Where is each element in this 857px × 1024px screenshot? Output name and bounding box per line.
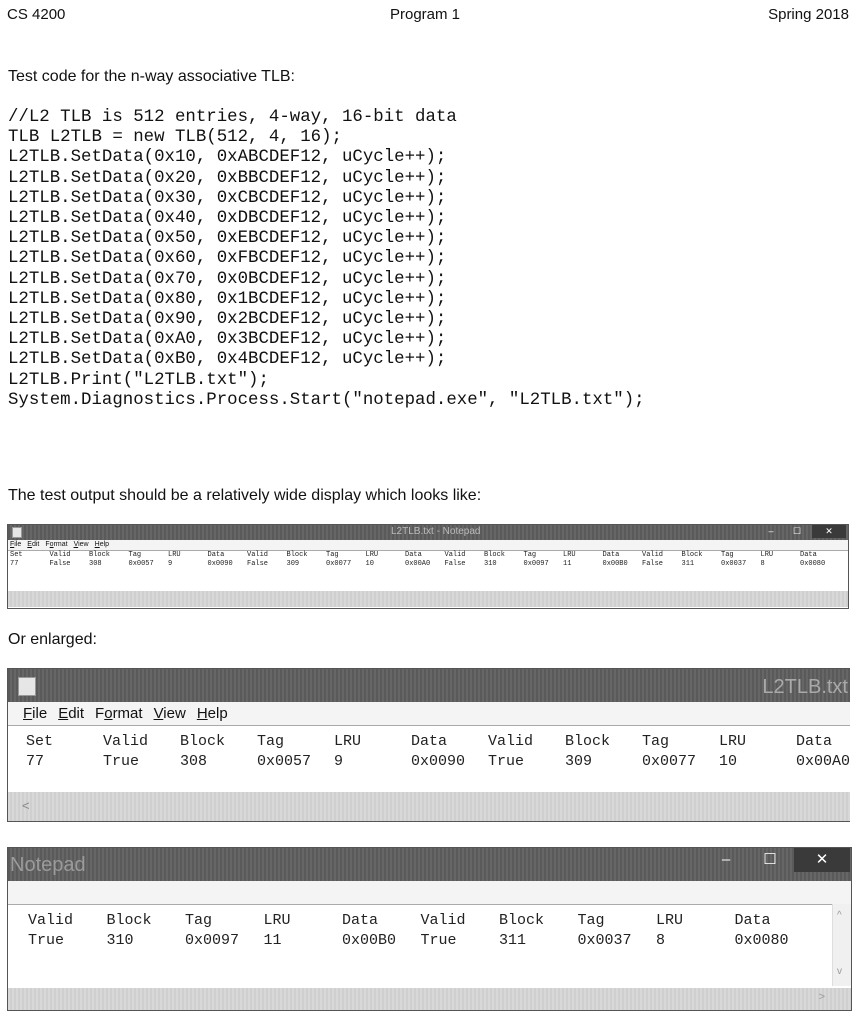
- column-header: Block: [106, 912, 152, 929]
- cell-value: 0x0077: [326, 560, 352, 568]
- column-header: Block: [286, 551, 308, 559]
- column-header: Valid: [488, 733, 534, 750]
- scroll-left-arrow-icon[interactable]: <: [22, 798, 30, 813]
- cell-value: True: [488, 753, 525, 770]
- cell-value: 0x0057: [128, 560, 154, 568]
- document-title: Program 1: [390, 6, 461, 23]
- code-line: L2TLB.SetData(0xA0, 0x3BCDEF12, uCycle++);: [8, 330, 447, 350]
- cell-value: 77: [26, 753, 45, 770]
- code-line: L2TLB.SetData(0x70, 0x0BCDEF12, uCycle++);: [8, 269, 447, 289]
- maximize-button[interactable]: ☐: [792, 526, 802, 536]
- column-header: Block: [499, 912, 545, 929]
- intro-text: Test code for the n-way associative TLB:: [8, 68, 295, 85]
- cell-value: 0x0090: [207, 560, 233, 568]
- code-line: L2TLB.SetData(0x50, 0xEBCDEF12, uCycle++);: [8, 229, 447, 249]
- column-header: Set: [10, 551, 23, 559]
- cell-value: 311: [499, 932, 527, 949]
- cell-value: 0x0080: [734, 932, 789, 949]
- cell-value: 308: [89, 560, 102, 568]
- menu-bar: [8, 540, 848, 551]
- output-description: The test output should be a relatively wide display which looks like:: [8, 487, 482, 504]
- cell-value: 0x0080: [800, 560, 826, 568]
- column-header: Block: [89, 551, 111, 559]
- code-line: System.Diagnostics.Process.Start("notepad.exe", "L2TLB.txt");: [8, 390, 645, 410]
- cell-value: 0x0097: [523, 560, 549, 568]
- column-header: Valid: [28, 912, 74, 929]
- column-header: Set: [26, 733, 54, 750]
- column-header: Block: [565, 733, 611, 750]
- menu-bar: [8, 881, 851, 905]
- column-header: Data: [734, 912, 771, 929]
- column-header: Data: [342, 912, 379, 929]
- horizontal-scrollbar[interactable]: [8, 988, 851, 1010]
- menu-item[interactable]: Format: [45, 541, 68, 548]
- cell-value: 309: [565, 753, 593, 770]
- cell-value: 0x0097: [185, 932, 240, 949]
- column-header: Block: [484, 551, 506, 559]
- notepad-window-enlarged-left: [7, 668, 850, 822]
- cell-value: 11: [263, 932, 282, 949]
- column-header: LRU: [760, 551, 774, 559]
- menu-item[interactable]: Edit: [58, 705, 85, 722]
- menu-item[interactable]: Help: [196, 705, 228, 722]
- menu-item[interactable]: Help: [94, 541, 110, 548]
- vertical-scrollbar[interactable]: [832, 904, 851, 986]
- column-header: Tag: [128, 551, 142, 559]
- cell-value: 0x0090: [411, 753, 466, 770]
- column-header: Tag: [721, 551, 734, 559]
- cell-value: 310: [484, 560, 497, 568]
- close-button[interactable]: ✕: [794, 848, 850, 872]
- column-header: Valid: [420, 912, 466, 929]
- code-line: L2TLB.SetData(0x90, 0x2BCDEF12, uCycle++);: [8, 310, 447, 330]
- text-area[interactable]: [8, 905, 851, 988]
- cell-value: True: [103, 753, 140, 770]
- window-title: L2TLB.txt: [762, 676, 848, 698]
- menu-item[interactable]: Edit: [27, 541, 40, 548]
- scroll-down-arrow-icon[interactable]: v: [837, 966, 842, 977]
- window-title: L2TLB.txt - Notepad: [391, 526, 481, 537]
- column-header: Tag: [577, 912, 605, 929]
- scroll-up-arrow-icon[interactable]: ^: [837, 910, 842, 921]
- code-line: L2TLB.SetData(0x20, 0xBBCDEF12, uCycle++);: [8, 168, 447, 188]
- column-header: Block: [180, 733, 226, 750]
- column-header: Tag: [185, 912, 213, 929]
- cell-value: 0x00B0: [342, 932, 397, 949]
- column-header: Valid: [49, 551, 71, 559]
- column-header: LRU: [365, 551, 379, 559]
- cell-value: 0x00A0: [405, 560, 431, 568]
- column-header: LRU: [563, 551, 576, 559]
- header-row: [8, 732, 850, 752]
- code-line: L2TLB.SetData(0xB0, 0x4BCDEF12, uCycle++);: [8, 350, 447, 370]
- cell-value: 308: [180, 753, 208, 770]
- code-line: L2TLB.Print("L2TLB.txt");: [8, 370, 269, 390]
- column-header: Data: [411, 733, 448, 750]
- header-row: [8, 911, 851, 931]
- minimize-button[interactable]: –: [768, 526, 774, 536]
- code-line: //L2 TLB is 512 entries, 4-way, 16-bit data: [8, 108, 457, 127]
- minimize-button[interactable]: –: [721, 851, 731, 868]
- cell-value: 8: [656, 932, 666, 949]
- horizontal-scrollbar[interactable]: [8, 591, 848, 607]
- notepad-window-small: [7, 524, 849, 609]
- text-area[interactable]: [8, 726, 850, 792]
- cell-value: 310: [106, 932, 134, 949]
- column-header: LRU: [334, 733, 362, 750]
- column-header: LRU: [656, 912, 684, 929]
- column-header: Tag: [523, 551, 537, 559]
- column-header: Tag: [326, 551, 339, 559]
- code-line: L2TLB.SetData(0x80, 0x1BCDEF12, uCycle++);: [8, 289, 447, 309]
- text-area[interactable]: [8, 551, 848, 591]
- notepad-window-enlarged-right: [7, 847, 852, 1011]
- column-header: Data: [207, 551, 225, 559]
- cell-value: 11: [563, 560, 572, 568]
- column-header: Data: [405, 551, 422, 559]
- cell-value: False: [444, 560, 466, 568]
- cell-value: 0x0037: [721, 560, 747, 568]
- column-header: Block: [681, 551, 703, 559]
- cell-value: 9: [334, 753, 344, 770]
- cell-value: False: [247, 560, 269, 568]
- menu-item[interactable]: File: [23, 705, 48, 722]
- cell-value: False: [49, 560, 71, 568]
- code-line: L2TLB.SetData(0x40, 0xDBCDEF12, uCycle++);: [8, 209, 447, 229]
- title-bar: [8, 525, 848, 540]
- column-header: Valid: [642, 551, 664, 559]
- course-label: CS 4200: [7, 6, 66, 23]
- column-header: Valid: [444, 551, 466, 559]
- column-header: LRU: [168, 551, 181, 559]
- column-header: LRU: [719, 733, 747, 750]
- cell-value: 311: [681, 560, 695, 568]
- window-title: Notepad: [10, 854, 86, 876]
- close-button[interactable]: ✕: [812, 525, 846, 538]
- title-bar: [8, 669, 850, 702]
- column-header: Data: [800, 551, 817, 559]
- cell-value: 0x00B0: [602, 560, 628, 568]
- cell-value: 9: [168, 560, 173, 568]
- column-header: LRU: [263, 912, 291, 929]
- term-label: Spring 2018: [768, 6, 849, 23]
- notepad-icon: [18, 677, 36, 696]
- menu-item[interactable]: View: [153, 705, 186, 722]
- code-listing: [8, 108, 645, 411]
- title-bar: [8, 848, 851, 881]
- cell-value: True: [420, 932, 457, 949]
- cell-value: 10: [719, 753, 738, 770]
- cell-value: 77: [10, 560, 19, 568]
- code-line: L2TLB.SetData(0x30, 0xCBCDEF12, uCycle++);: [8, 188, 447, 208]
- column-header: Valid: [103, 733, 149, 750]
- cell-value: 0x00A0: [796, 753, 850, 770]
- cell-value: 8: [760, 560, 765, 568]
- column-header: Data: [796, 733, 833, 750]
- value-row: [8, 752, 850, 772]
- scroll-right-arrow-icon[interactable]: >: [818, 991, 825, 1003]
- cell-value: 0x0037: [577, 932, 632, 949]
- enlarged-label: Or enlarged:: [8, 631, 97, 648]
- header-row: [8, 551, 848, 560]
- value-row: [8, 931, 851, 951]
- cell-value: False: [642, 560, 664, 568]
- cell-value: True: [28, 932, 65, 949]
- menu-item[interactable]: File: [10, 541, 22, 548]
- code-line: L2TLB.SetData(0x10, 0xABCDEF12, uCycle++);: [8, 148, 447, 168]
- code-line: L2TLB.SetData(0x60, 0xFBCDEF12, uCycle++);: [8, 249, 447, 269]
- cell-value: 309: [286, 560, 300, 568]
- cell-value: 0x0077: [642, 753, 697, 770]
- menu-bar: [8, 702, 850, 726]
- cell-value: 0x0057: [257, 753, 312, 770]
- menu-item[interactable]: Format: [95, 705, 143, 722]
- maximize-button[interactable]: ☐: [763, 851, 777, 868]
- value-row: [8, 560, 848, 569]
- notepad-icon: [12, 527, 22, 538]
- horizontal-scrollbar[interactable]: [8, 792, 850, 822]
- column-header: Valid: [247, 551, 269, 559]
- menu-item[interactable]: View: [73, 541, 89, 548]
- cell-value: 10: [365, 560, 374, 568]
- column-header: Tag: [642, 733, 670, 750]
- column-header: Data: [602, 551, 620, 559]
- column-header: Tag: [257, 733, 285, 750]
- code-line: TLB L2TLB = new TLB(512, 4, 16);: [8, 128, 342, 148]
